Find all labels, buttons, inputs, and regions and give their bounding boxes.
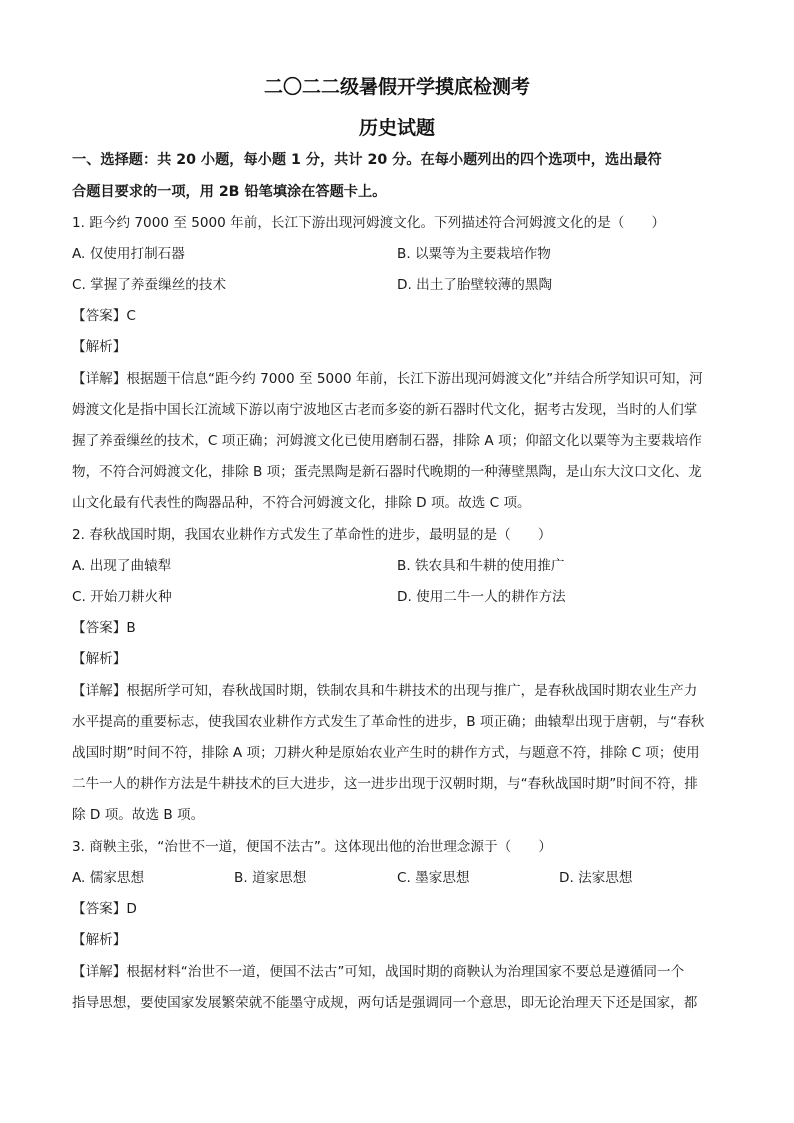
question-3-option-a: A. 儒家思想 <box>72 870 145 886</box>
question-1-option-d: D. 出土了胎壁较薄的黑陶 <box>397 277 553 293</box>
exam-title: 二〇二二级暑假开学摸底检测考 <box>263 76 530 98</box>
question-3-option-b: B. 道家思想 <box>234 870 307 886</box>
question-2-answer: 【答案】B <box>72 620 136 636</box>
question-3-option-c: C. 墨家思想 <box>397 870 470 886</box>
question-2-stem: 2. 春秋战国时期，我国农业耕作方式发生了革命性的进步，最明显的是（ ） <box>72 527 552 543</box>
question-1-option-b: B. 以粟等为主要栽培作物 <box>397 246 551 262</box>
question-1-answer: 【答案】C <box>72 308 136 324</box>
question-3-analysis-label: 【解析】 <box>72 932 127 948</box>
section-instructions-line-1: 一、选择题：共 20 小题，每小题 1 分，共计 20 分。在每小题列出的四个选项中，选出最符 <box>72 152 662 168</box>
section-instructions-line-2: 合题目要求的一项，用 2B 铅笔填涂在答题卡上。 <box>72 184 387 200</box>
question-2-detail-line: 【详解】根据所学可知，春秋战国时期，铁制农具和牛耕技术的出现与推广，是春秋战国时期农业生产力 <box>72 683 698 699</box>
question-2-detail-line: 水平提高的重要标志，使我国农业耕作方式发生了革命性的进步，B 项正确；曲辕犁出现于唐朝，与“春秋 <box>72 714 705 730</box>
question-1-stem: 1. 距今约 7000 至 5000 年前，长江下游出现河姆渡文化。下列描述符合河姆渡文化的是（ ） <box>72 215 666 231</box>
question-2-option-d: D. 使用二牛一人的耕作方法 <box>397 589 566 605</box>
question-2-detail-line: 除 D 项。故选 B 项。 <box>72 807 205 823</box>
question-2-option-b: B. 铁农具和牛耕的使用推广 <box>397 558 565 574</box>
question-2-option-a: A. 出现了曲辕犁 <box>72 558 172 574</box>
question-3-answer: 【答案】D <box>72 901 137 917</box>
question-1-detail-line: 【详解】根据题干信息“距今约 7000 至 5000 年前，长江下游出现河姆渡文化”并结合所学知识可知，河 <box>72 371 703 387</box>
question-2-option-c: C. 开始刀耕火种 <box>72 589 172 605</box>
question-3-option-d: D. 法家思想 <box>559 870 633 886</box>
question-1-option-a: A. 仅使用打制石器 <box>72 246 185 262</box>
question-1-analysis-label: 【解析】 <box>72 339 127 355</box>
question-2-analysis-label: 【解析】 <box>72 651 127 667</box>
exam-subject: 历史试题 <box>358 117 435 139</box>
question-1-detail-line: 握了养蚕缫丝的技术，C 项正确；河姆渡文化已使用磨制石器，排除 A 项；仰韶文化以粟等为主要栽培作 <box>72 433 702 449</box>
question-3-detail-line: 【详解】根据材料“治世不一道，便国不法古”可知，战国时期的商鞅认为治理国家不要总是遵循同一个 <box>72 964 685 980</box>
question-1-option-c: C. 掌握了养蚕缫丝的技术 <box>72 277 227 293</box>
question-3-detail-line: 指导思想，要使国家发展繁荣就不能墨守成规，两句话是强调同一个意思，即无论治理天下还是国家，都 <box>72 995 698 1011</box>
question-2-detail-line: 二牛一人的耕作方法是牛耕技术的巨大进步，这一进步出现于汉朝时期，与“春秋战国时期”时间不符，排 <box>72 776 698 792</box>
question-1-detail-line: 山文化最有代表性的陶器品种，不符合河姆渡文化，排除 D 项。故选 C 项。 <box>72 495 531 511</box>
question-2-detail-line: 战国时期”时间不符，排除 A 项；刀耕火种是原始农业产生时的耕作方式，与题意不符，排除 C 项；使用 <box>72 745 700 761</box>
question-1-detail-line: 姆渡文化是指中国长江流域下游以南宁波地区古老而多姿的新石器时代文化，据考古发现，当时的人们掌 <box>72 402 698 418</box>
question-1-detail-line: 物，不符合河姆渡文化，排除 B 项；蛋壳黑陶是新石器时代晚期的一种薄壁黑陶，是山东大汶口文化、龙 <box>72 464 702 480</box>
question-3-stem: 3. 商鞅主张，“治世不一道，便国不法古”。这体现出他的治世理念源于（ ） <box>72 839 552 855</box>
